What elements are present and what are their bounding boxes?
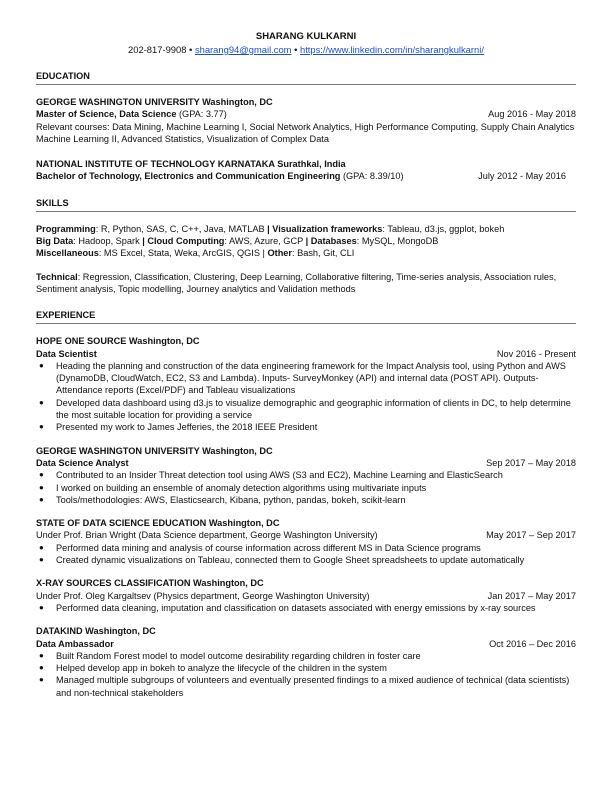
skill-category: Visualization frameworks [269,223,383,234]
separator: | [267,223,270,234]
organization: HOPE ONE SOURCE Washington, DC [36,336,200,347]
contact-line [36,43,576,56]
bullet-text: Heading the planning and construction of the data engineering framework for the Impact Analysis tool, using Python and AWS (DynamoDB, CloudWatch, EC2, S3 and Lambda). Inputs- SurveyMonkey (API) and internal data (POST API). Outputs- Attendance reports (Excel/PDF) and Tableau visualizations [56,360,566,396]
bullet-item [36,421,576,433]
institution-name: NATIONAL INSTITUTE OF TECHNOLOGY KARNATAKA Surathkal, India [36,159,346,170]
degree-name: Bachelor of Technology, Electronics and Communication Engineering [36,171,341,182]
bullet-item [36,674,576,699]
institution-name: GEORGE WASHINGTON UNIVERSITY Washington, DC [36,97,273,107]
education-section [36,70,576,183]
bullet-item [36,602,576,614]
bullet-text: Performed data cleaning, imputation and classification on datasets associated with energy emissions by x-ray sources [56,602,536,613]
experience-entry [36,517,576,566]
section-title-education: EDUCATION [36,70,576,85]
bullet-list [36,602,576,614]
bullet-text: Presented my work to James Jefferies, the 2018 IEEE President [56,422,318,433]
bullet-text: Developed data dashboard using d3.js to visualize demographic and geographic information of clients in DC, to help determine the most suitable location for providing a service [56,397,571,421]
bullet-text: Built Random Forest model to model outcome desirability regarding children in foster care [56,650,421,661]
bullet-text: Created dynamic visualizations on Tableau, connected them to Google Sheet spreadsheets to update automatically [56,555,525,566]
bullet-item [36,482,576,494]
role-title: Data Scientist [36,348,97,359]
bullet-text: I worked on building an ensemble of anomaly detection algorithms using multivariate inputs [56,482,427,493]
separator: | [142,236,145,247]
degree-info [36,170,404,182]
bullet-item [36,554,576,566]
skills-line-programming [36,223,576,235]
organization: DATAKIND Washington, DC [36,626,156,637]
bullet-icon: ● [39,602,44,612]
bullet-text: Performed data mining and analysis of course information across different MS in Data Science programs [56,542,481,553]
bullet-icon: ● [39,650,44,660]
role-title: Data Science Analyst [36,457,129,468]
skill-category: Technical [36,271,78,282]
bullet-icon: ● [39,360,44,370]
experience-section [36,309,576,699]
date-range: Oct 2016 – Dec 2016 [489,638,576,649]
bullet-icon: ● [39,422,44,432]
separator: • [291,44,300,55]
bullet-text: Tools/methodologies: AWS, Elasticsearch, Kibana, python, pandas, bokeh, scikit-learn [56,494,406,505]
degree-name: Master of Science, Data Science [36,109,177,120]
bullet-item [36,542,576,554]
organization: GEORGE WASHINGTON UNIVERSITY Washington, DC [36,445,273,456]
separator: • [186,44,195,55]
degree-row [36,108,576,120]
skills-section [36,197,576,295]
phone-number: 202-817-9908 [128,44,187,55]
organization: X-RAY SOURCES CLASSIFICATION Washington, DC [36,578,264,589]
candidate-name: SHARANG KULKARNI [255,31,357,42]
bullet-text: Managed multiple subgroups of volunteers and eventually presented findings to a mixed audience of technical (data scientists) and non-technical stakeholders [56,675,570,698]
education-entry [36,158,576,183]
bullet-icon: ● [39,542,44,552]
skill-values: : MS Excel, Stata, Weka, ArcGIS, QGIS | [98,248,268,259]
skill-values: : Regression, Classification, Clustering, Deep Learning, Collaborative filtering, Time-series analysis, Association rules, Sentiment analysis, Topic modelling, Journey analytics and Validation methods [36,271,557,294]
role-row [36,590,576,602]
bullet-icon: ● [39,675,44,685]
bullet-text: Helped develop app in bokeh to analyze the lifecycle of the children in the system [56,663,387,674]
role-title: Under Prof. Oleg Kargaltsev (Physics department, George Washington University) [36,590,370,601]
date-range: July 2012 - May 2016 [478,171,566,182]
skills-line-misc [36,247,576,259]
experience-entry [36,625,576,699]
bullet-item [36,469,576,481]
skills-technical [36,271,576,296]
bullet-icon: ● [39,470,44,480]
date-range: May 2017 – Sep 2017 [486,530,576,541]
resume-header [36,30,576,56]
experience-entry [36,577,576,614]
skill-values: : Tableau, d3.js, ggplot, bokeh [382,223,505,234]
role-row [36,348,576,360]
date-range: Aug 2016 - May 2018 [488,109,576,120]
skill-category: Big Data [36,236,74,247]
section-title-experience: EXPERIENCE [36,309,576,324]
bullet-item [36,494,576,506]
degree-row [36,170,576,182]
role-row [36,457,576,469]
bullet-item [36,360,576,397]
skill-values: : Hadoop, Spark [73,236,143,247]
skill-values: : MySQL, MongoDB [356,236,439,247]
bullet-item [36,650,576,662]
resume-page [36,30,576,710]
bullet-list [36,650,576,699]
role-title: Under Prof. Brian Wright (Data Science department, George Washington University) [36,530,378,541]
role-row [36,638,576,650]
separator: | [305,236,309,247]
bullet-list [36,360,576,434]
email-link[interactable]: sharang94@gmail.com [194,44,292,55]
skill-values: : R, Python, SAS, C, C++, Java, MATLAB [95,223,268,234]
skills-list [36,223,576,260]
linkedin-link[interactable]: https://www.linkedin.com/in/sharangkulkarni/ [299,44,484,55]
bullet-icon: ● [39,482,44,492]
date-range: Jan 2017 – May 2017 [487,590,576,601]
bullet-icon: ● [39,555,44,565]
bullet-icon: ● [39,494,44,504]
bullet-item [36,397,576,422]
bullet-list [36,469,576,506]
skills-line-bigdata [36,235,576,247]
bullet-item [36,662,576,674]
skill-values: : AWS, Azure, GCP [224,236,306,247]
role-title: Data Ambassador [36,638,114,649]
skill-category: Cloud Computing [144,236,225,247]
skill-category: Miscellaneous [36,248,99,259]
bullet-icon: ● [39,663,44,673]
skill-values: : Bash, Git, CLI [292,248,355,259]
gpa: (GPA: 8.39/10) [340,171,404,182]
relevant-courses: Relevant courses: Data Mining, Machine Learning I, Social Network Analytics, High Performance Computing, Supply Chain Analytics Machine Learning II, Advanced Statistics, Visualization of Complex Data [36,121,575,144]
date-range: Sep 2017 – May 2018 [486,457,576,468]
experience-entry [36,445,576,506]
bullet-icon: ● [39,397,44,407]
degree-info [36,108,227,120]
skill-category: Other [267,248,292,259]
bullet-text: Contributed to an Insider Threat detection tool using AWS (S3 and EC2), Machine Learning and ElasticSearch [56,470,503,481]
experience-entry [36,335,576,433]
skill-category: Programming [36,223,96,234]
skill-category: Databases [308,236,357,247]
education-entry [36,96,576,145]
section-title-skills: SKILLS [36,197,576,212]
gpa: (GPA: 3.77) [176,109,227,120]
role-row [36,529,576,541]
date-range: Nov 2016 - Present [496,348,576,359]
bullet-list [36,542,576,567]
organization: STATE OF DATA SCIENCE EDUCATION Washington, DC [36,518,280,529]
